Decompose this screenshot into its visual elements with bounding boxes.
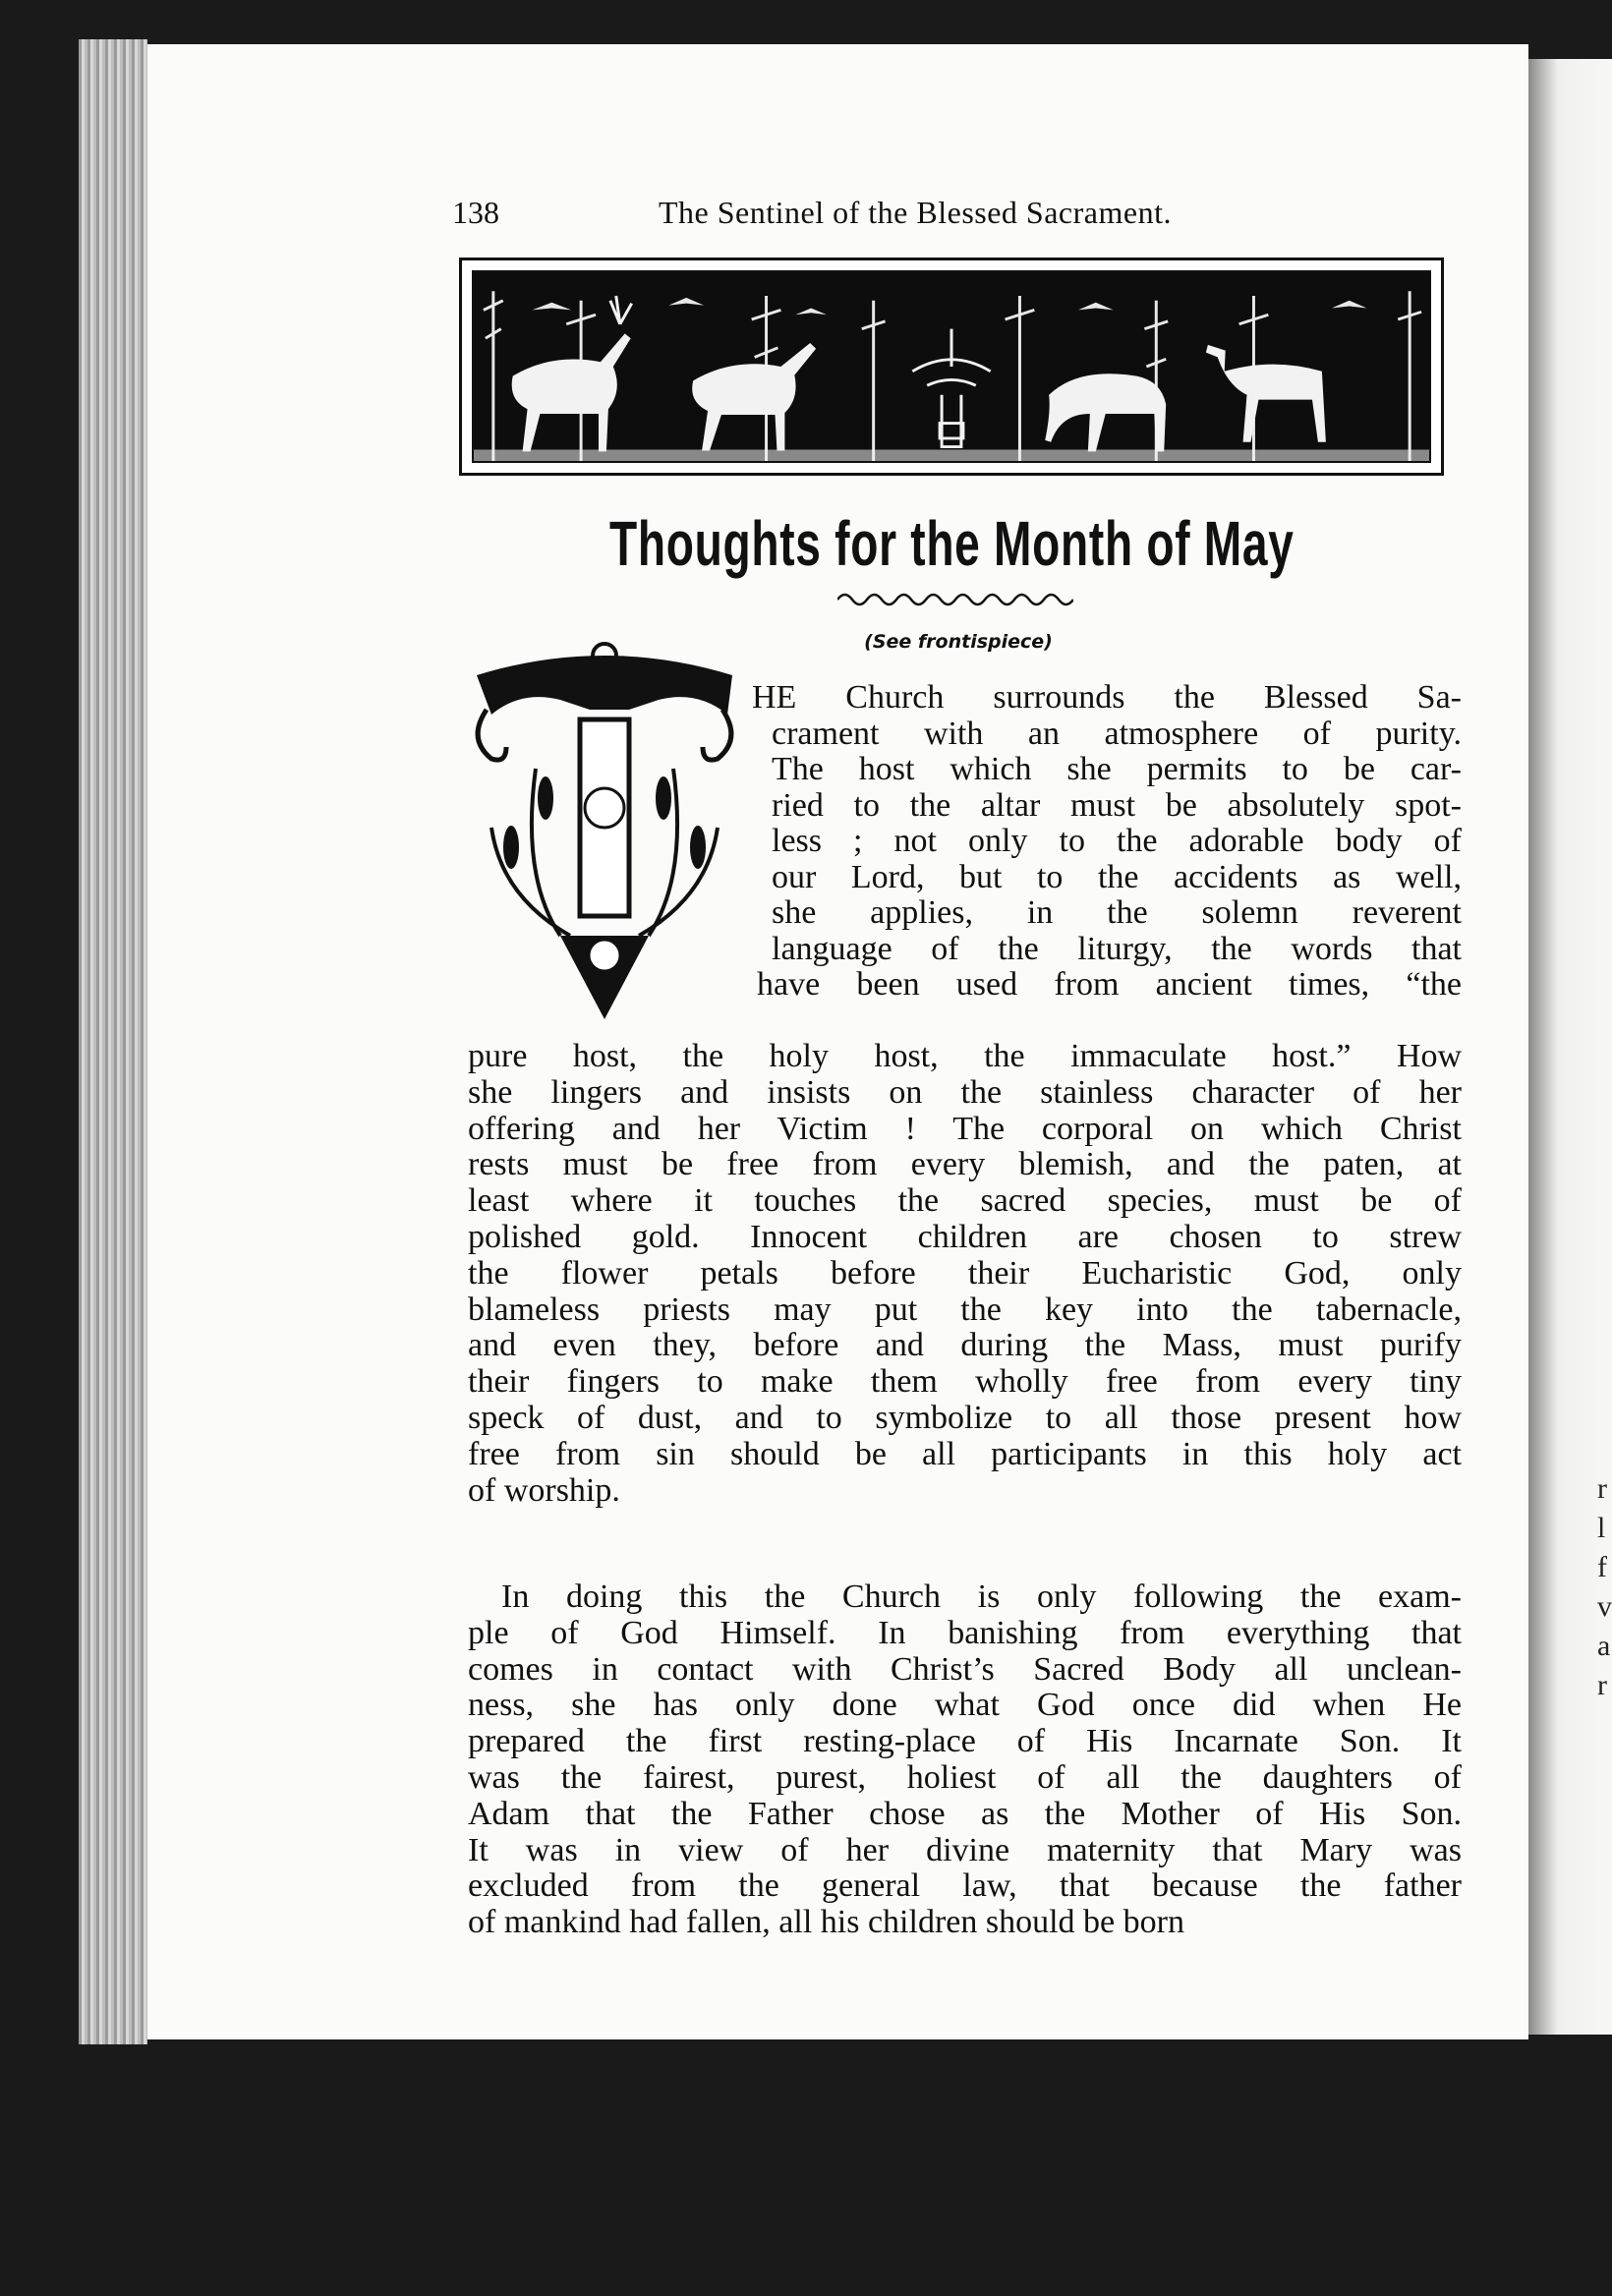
body-line: least where it touches the sacred species, must be of (468, 1182, 1462, 1220)
article-subtitle: (See frontispiece) (864, 631, 1053, 653)
body-line: our Lord, but to the accidents as well, (772, 858, 1462, 895)
body-line: polished gold. Innocent children are chosen to strew (468, 1219, 1462, 1255)
body-line: pure host, the holy host, the immaculate host.” How (468, 1038, 1462, 1074)
body-line: prepared the first resting-place of His Incarnate Son. It (468, 1723, 1462, 1760)
body-line: It was in view of her divine maternity that Mary was (468, 1831, 1462, 1868)
body-line: less ; not only to the adorable body of (772, 823, 1462, 859)
body-line: of worship. (468, 1471, 620, 1509)
body-line: HE Church surrounds the Blessed Sa- (752, 679, 1462, 716)
facing-page-letter: v (1597, 1590, 1612, 1623)
page-number: 138 (452, 195, 499, 230)
body-line: the flower petals before their Eucharistic God, only (468, 1254, 1462, 1292)
body-line: their fingers to make them wholly free from every tiny (468, 1363, 1462, 1401)
body-line: language of the liturgy, the words that (772, 930, 1462, 967)
facing-page-letter: r (1597, 1669, 1607, 1701)
article-title: Thoughts for the Month of May (609, 508, 1295, 579)
deer-fountain-illustration (474, 272, 1429, 461)
body-line: blameless priests may put the key into the tabernacle, (468, 1291, 1462, 1328)
ornate-initial-letter-illustration (457, 641, 752, 1024)
running-title: The Sentinel of the Blessed Sacrament. (659, 195, 1172, 230)
body-line: of mankind had fallen, all his children should be born (468, 1904, 1184, 1941)
body-line: In doing this the Church is only following the exam- (501, 1578, 1462, 1615)
title-ornament-rule (837, 590, 1073, 609)
facing-page-letter: l (1597, 1512, 1606, 1544)
facing-page-letter: a (1597, 1630, 1611, 1662)
body-line: and even they, before and during the Mass, must purify (468, 1327, 1462, 1364)
body-line: rests must be free from every blemish, and the paten, at (468, 1146, 1462, 1183)
body-line: speck of dust, and to symbolize to all those present how (468, 1400, 1462, 1436)
body-line: she lingers and insists on the stainless character of her (468, 1073, 1462, 1111)
facing-page-letters (1597, 1469, 1612, 1705)
facing-page-edge (1528, 59, 1612, 2035)
body-line: she applies, in the solemn reverent (772, 894, 1462, 931)
body-line: comes in contact with Christ’s Sacred Body all unclean- (468, 1650, 1462, 1688)
body-line: crament with an atmosphere of purity. (772, 715, 1462, 752)
book-spine-edge (79, 39, 147, 2044)
body-line: ple of God Himself. In banishing from everything that (468, 1614, 1462, 1651)
body-line: Adam that the Father chose as the Mother of His Son. (468, 1795, 1462, 1832)
body-line: offering and her Victim ! The corporal on which Christ (468, 1110, 1462, 1147)
facing-page-letter: r (1597, 1472, 1607, 1505)
body-line: The host which she permits to be car- (772, 751, 1462, 787)
body-line: ness, she has only done what God once did when He (468, 1687, 1462, 1724)
body-line: free from sin should be all participants in this holy act (468, 1435, 1462, 1472)
body-line: was the fairest, purest, holiest of all the daughters of (468, 1759, 1462, 1796)
running-header (452, 195, 1337, 239)
decorative-deer-banner (459, 258, 1444, 476)
facing-page-letter: f (1597, 1551, 1607, 1583)
body-line: ried to the altar must be absolutely spot- (772, 786, 1462, 824)
body-line: have been used from ancient times, “the (757, 966, 1462, 1003)
body-line: excluded from the general law, that because the father (468, 1867, 1462, 1905)
decorated-initial (457, 641, 752, 1024)
